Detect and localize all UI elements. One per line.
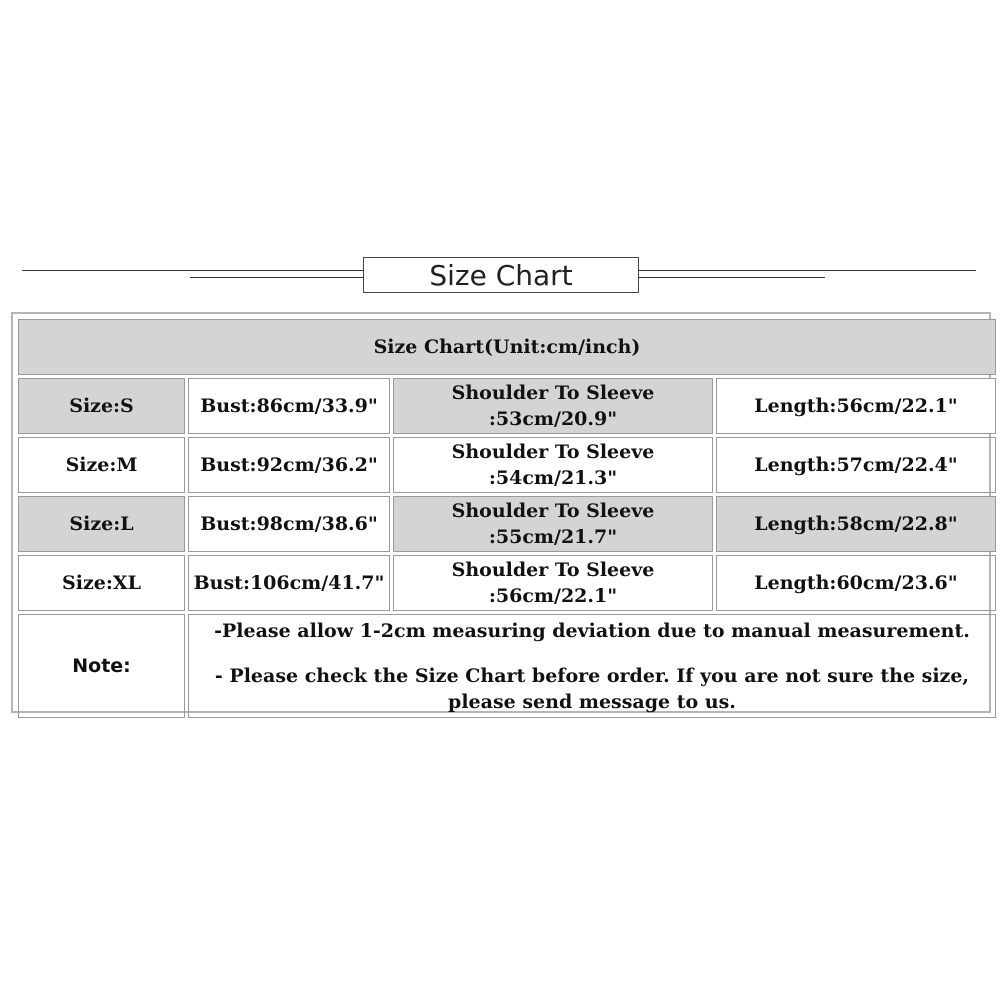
- shoulder-value: :55cm/21.7": [488, 526, 618, 548]
- shoulder-value: :53cm/20.9": [488, 408, 618, 430]
- bust-cell: Bust:86cm/33.9": [188, 378, 390, 434]
- bust-cell: Bust:98cm/38.6": [188, 496, 390, 552]
- shoulder-cell: [393, 496, 713, 552]
- note-line-2: - Please check the Size Chart before order. If you are not sure the size,: [214, 664, 970, 687]
- header-decoration: [0, 0, 1000, 300]
- length-cell: Length:57cm/22.4": [716, 437, 996, 493]
- note-text: [188, 614, 996, 718]
- table-row: [18, 496, 996, 552]
- note-line-1: -Please allow 1-2cm measuring deviation due to manual measurement.: [214, 619, 970, 642]
- note-row: [18, 614, 996, 718]
- table-header: Size Chart(Unit:cm/inch): [18, 319, 996, 375]
- size-cell: Size:L: [18, 496, 185, 552]
- note-line-3: please send message to us.: [448, 690, 736, 713]
- bust-cell: Bust:92cm/36.2": [188, 437, 390, 493]
- note-label: Note:: [18, 614, 185, 718]
- header-line-right-lower: [639, 277, 825, 278]
- table-header-row: [18, 319, 996, 375]
- shoulder-cell: [393, 555, 713, 611]
- shoulder-label: Shoulder To Sleeve: [451, 441, 655, 463]
- table-row: [18, 378, 996, 434]
- size-cell: Size:S: [18, 378, 185, 434]
- table-row: [18, 555, 996, 611]
- shoulder-label: Shoulder To Sleeve: [451, 500, 655, 522]
- size-cell: Size:XL: [18, 555, 185, 611]
- size-cell: Size:M: [18, 437, 185, 493]
- header-line-left-upper: [22, 270, 364, 271]
- length-cell: Length:56cm/22.1": [716, 378, 996, 434]
- shoulder-label: Shoulder To Sleeve: [451, 559, 655, 581]
- length-cell: Length:60cm/23.6": [716, 555, 996, 611]
- length-cell: Length:58cm/22.8": [716, 496, 996, 552]
- shoulder-value: :54cm/21.3": [488, 467, 618, 489]
- table-row: [18, 437, 996, 493]
- header-line-left-lower: [190, 277, 364, 278]
- shoulder-cell: [393, 378, 713, 434]
- size-table: [15, 316, 999, 721]
- page-title: Size Chart: [363, 257, 639, 293]
- shoulder-label: Shoulder To Sleeve: [451, 382, 655, 404]
- bust-cell: Bust:106cm/41.7": [188, 555, 390, 611]
- header-line-right-upper: [639, 270, 976, 271]
- shoulder-cell: [393, 437, 713, 493]
- shoulder-value: :56cm/22.1": [488, 585, 618, 607]
- size-chart: [11, 312, 991, 713]
